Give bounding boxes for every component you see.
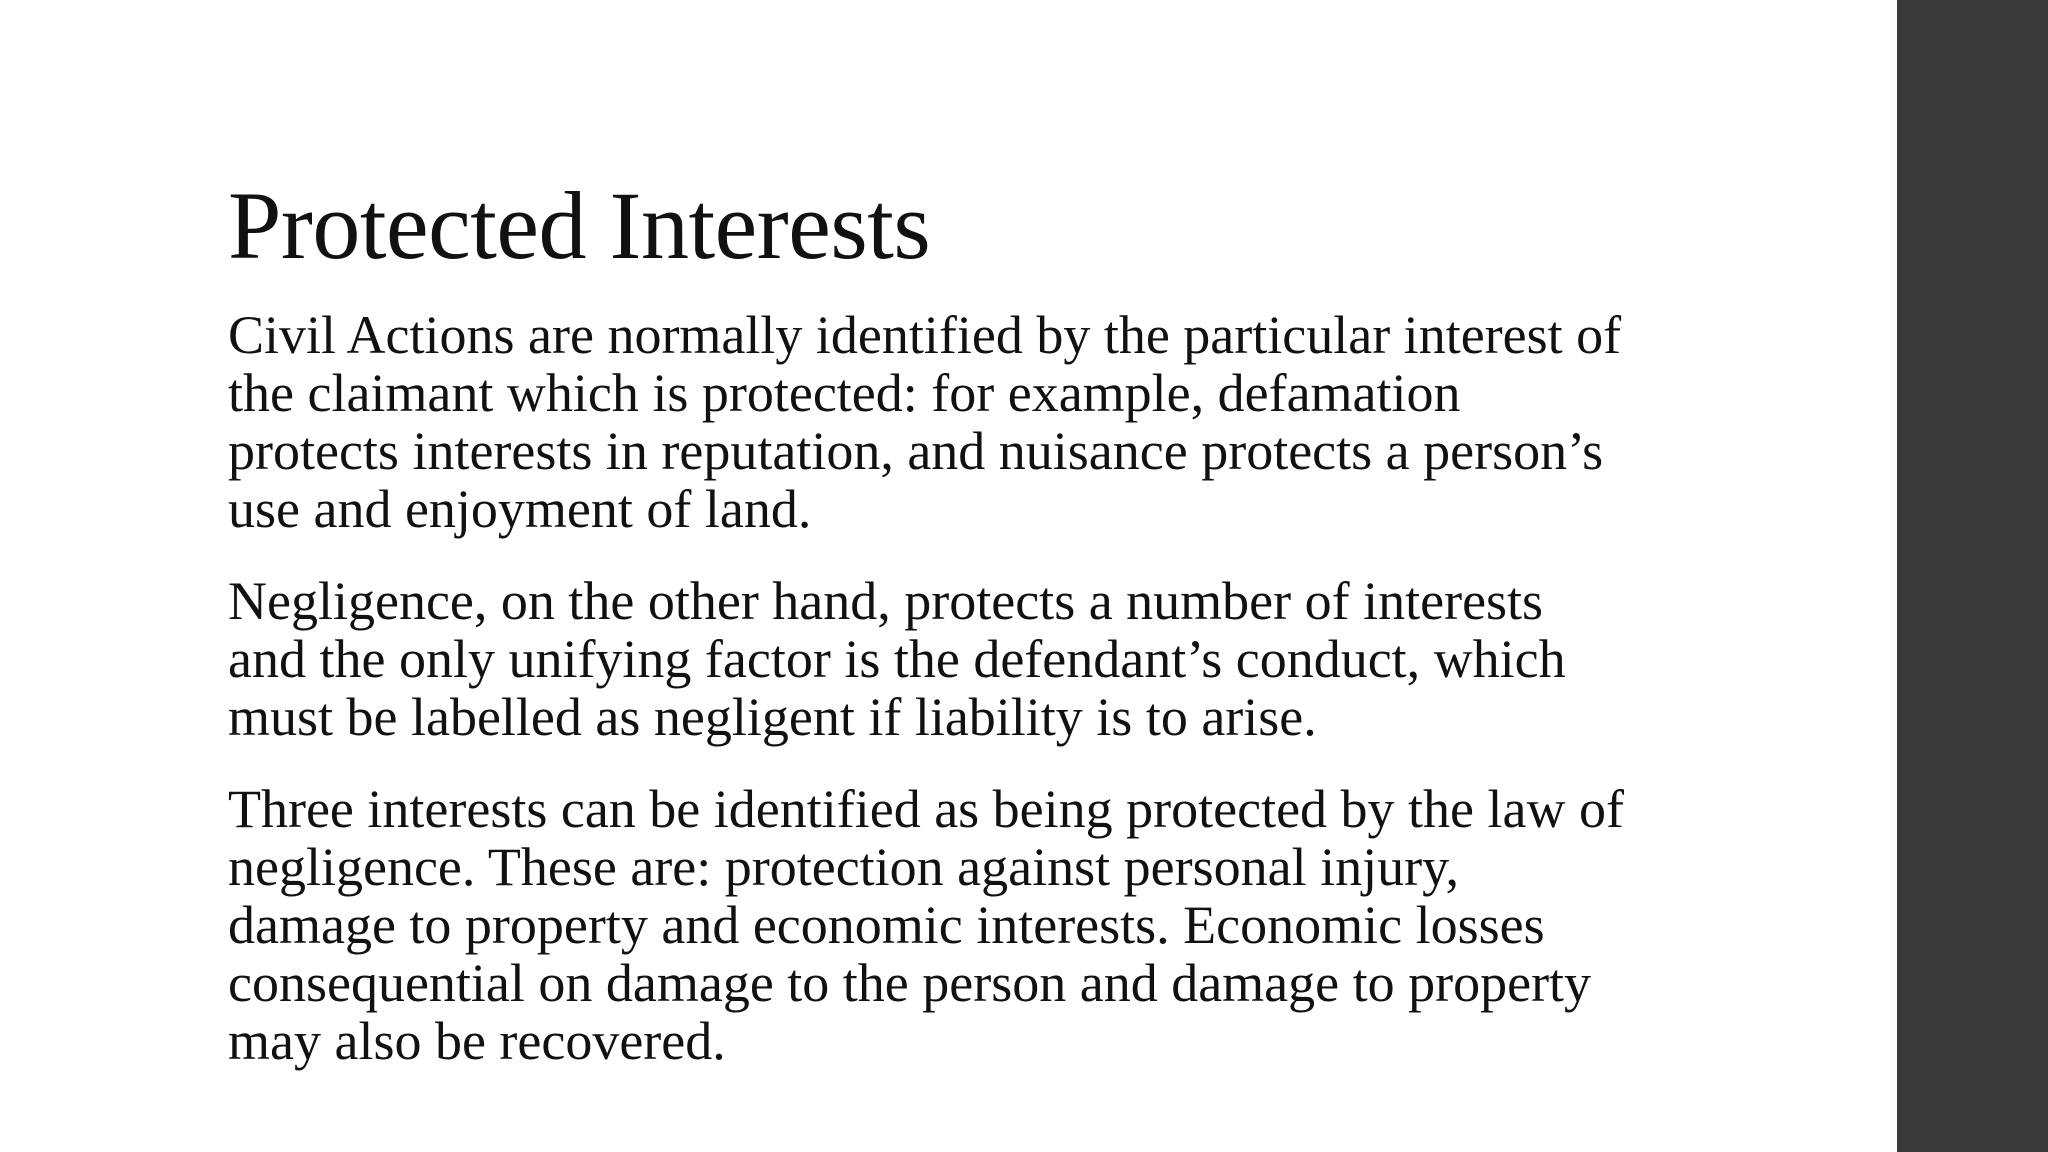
text-line: Three interests can be identified as being protected by the law of <box>228 779 1624 839</box>
paragraph-three-interests <box>228 780 1788 1070</box>
text-line: must be labelled as negligent if liability is to arise. <box>228 687 1317 747</box>
text-line: and the only unifying factor is the defendant’s conduct, which <box>228 629 1566 689</box>
text-line: negligence. These are: protection against personal injury, <box>228 837 1460 897</box>
side-band-decoration <box>1897 0 2048 1152</box>
slide-title: Protected Interests <box>228 172 931 279</box>
text-line: Negligence, on the other hand, protects a number of interests <box>228 571 1544 631</box>
text-line: Civil Actions are normally identified by the particular interest of <box>228 305 1622 365</box>
paragraph-negligence <box>228 572 1788 746</box>
text-line: consequential on damage to the person and damage to property <box>228 953 1592 1013</box>
text-line: the claimant which is protected: for example, defamation <box>228 363 1461 423</box>
text-line: may also be recovered. <box>228 1011 726 1071</box>
slide-content <box>228 168 1788 1070</box>
text-line: damage to property and economic interests. Economic losses <box>228 895 1545 955</box>
text-line: use and enjoyment of land. <box>228 479 812 539</box>
paragraph-civil-actions <box>228 306 1788 538</box>
text-line: protects interests in reputation, and nuisance protects a person’s <box>228 421 1604 481</box>
